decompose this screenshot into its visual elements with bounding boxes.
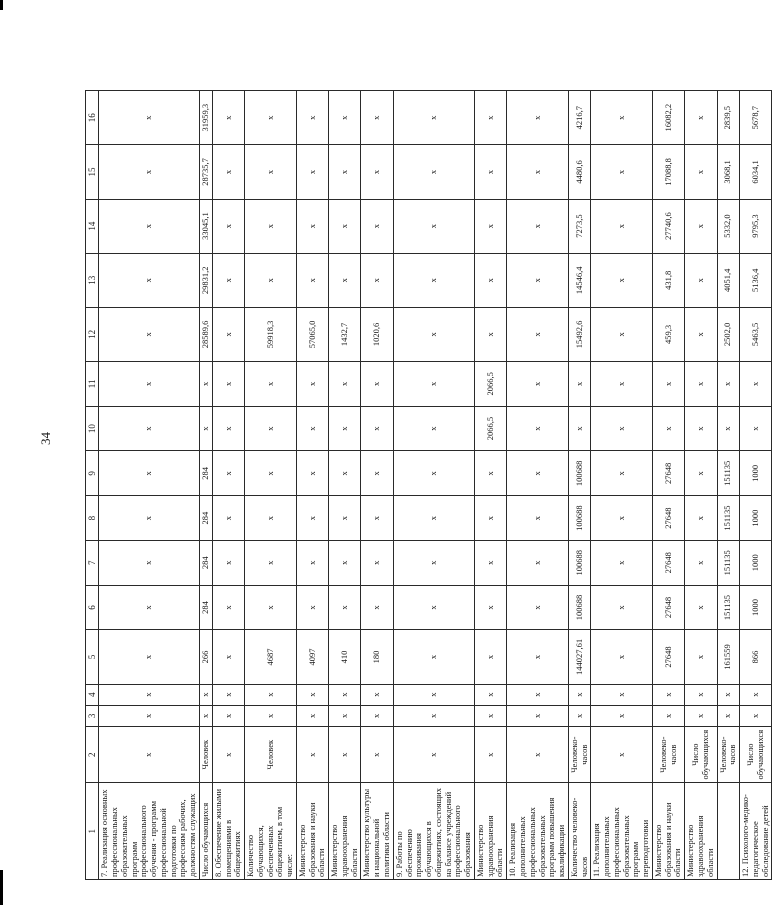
table-cell: 27648: [652, 630, 684, 684]
table-cell: х: [685, 199, 717, 253]
table-cell: х: [99, 91, 200, 145]
table-row: [296, 91, 328, 880]
table-cell: х: [99, 726, 200, 783]
table-cell: х: [393, 496, 474, 541]
table-cell: 4097: [296, 630, 328, 684]
column-number: 15: [86, 145, 99, 199]
table-cell: х: [212, 705, 244, 726]
table-cell: х: [296, 91, 328, 145]
table-cell: х: [99, 307, 200, 361]
table-cell: 28589,6: [200, 307, 213, 361]
table-cell: х: [329, 253, 361, 307]
table-cell: х: [99, 630, 200, 684]
table-cell: Число обучающихся: [685, 726, 717, 783]
column-number: 4: [86, 684, 99, 705]
table-cell: х: [507, 307, 569, 361]
table-cell: 431,8: [652, 253, 684, 307]
table-cell: 4216,7: [568, 91, 591, 145]
table-cell: 59918,3: [245, 307, 297, 361]
table-cell: х: [99, 684, 200, 705]
table-cell: 2839,5: [717, 91, 740, 145]
table-cell: х: [245, 199, 297, 253]
table-cell: х: [652, 684, 684, 705]
table-cell: х: [212, 361, 244, 406]
table-cell: х: [361, 684, 393, 705]
table-cell: х: [740, 361, 772, 406]
table-cell: х: [591, 307, 653, 361]
row-label: 10. Реализация дополнительных профессиональных образовательных программ повышения квалификации: [507, 783, 569, 880]
table-cell: х: [296, 684, 328, 705]
table-cell: х: [474, 496, 506, 541]
table-cell: Человеко-часов: [652, 726, 684, 783]
table-cell: х: [329, 451, 361, 496]
table-cell: х: [329, 684, 361, 705]
table-cell: 1000: [740, 585, 772, 630]
table-cell: х: [200, 684, 213, 705]
table-cell: х: [245, 684, 297, 705]
table-cell: х: [740, 684, 772, 705]
table-cell: 4480,6: [568, 145, 591, 199]
table-cell: х: [474, 684, 506, 705]
table-cell: х: [212, 91, 244, 145]
column-number: 8: [86, 496, 99, 541]
table-cell: 15492,6: [568, 307, 591, 361]
table-cell: х: [329, 145, 361, 199]
table-cell: х: [361, 540, 393, 585]
table-cell: х: [507, 451, 569, 496]
table-cell: 284: [200, 496, 213, 541]
table-cell: х: [99, 496, 200, 541]
page-number: 34: [38, 432, 53, 445]
table-cell: 1020,6: [361, 307, 393, 361]
table-cell: 5463,5: [740, 307, 772, 361]
table-cell: х: [507, 145, 569, 199]
table-cell: х: [296, 540, 328, 585]
table-cell: х: [685, 585, 717, 630]
table-cell: х: [393, 726, 474, 783]
table-cell: х: [361, 361, 393, 406]
row-label: Министерство образования и науки области: [652, 783, 684, 880]
table-cell: 29831,2: [200, 253, 213, 307]
table-cell: х: [212, 145, 244, 199]
table-cell: 5678,7: [740, 91, 772, 145]
table-cell: х: [474, 630, 506, 684]
table-cell: Число обучающихся: [740, 726, 772, 783]
table-cell: х: [361, 199, 393, 253]
table-row: [212, 91, 244, 880]
table-cell: 161559: [717, 630, 740, 684]
table-cell: х: [329, 496, 361, 541]
table-cell: х: [474, 253, 506, 307]
column-number-row: [86, 91, 99, 880]
table-cell: х: [474, 585, 506, 630]
table-cell: х: [507, 630, 569, 684]
table-cell: х: [329, 406, 361, 451]
table-cell: х: [361, 253, 393, 307]
table-cell: х: [361, 726, 393, 783]
table-cell: 100688: [568, 451, 591, 496]
table-cell: х: [474, 540, 506, 585]
table-cell: х: [568, 705, 591, 726]
table-cell: х: [507, 726, 569, 783]
table-cell: 7273,5: [568, 199, 591, 253]
table-cell: х: [361, 91, 393, 145]
table-cell: х: [591, 585, 653, 630]
column-number: 12: [86, 307, 99, 361]
table-cell: х: [245, 406, 297, 451]
table-cell: 284: [200, 451, 213, 496]
table-cell: х: [393, 705, 474, 726]
table-cell: х: [652, 705, 684, 726]
table-cell: 27740,6: [652, 199, 684, 253]
table-cell: х: [329, 585, 361, 630]
table-cell: х: [717, 361, 740, 406]
table-cell: х: [717, 406, 740, 451]
table-cell: х: [329, 705, 361, 726]
table-cell: х: [685, 540, 717, 585]
table-cell: 1000: [740, 540, 772, 585]
table-cell: х: [591, 705, 653, 726]
table-row: [245, 91, 297, 880]
table-cell: 57065,0: [296, 307, 328, 361]
row-label: Число обучающихся: [200, 783, 213, 880]
table-cell: х: [568, 361, 591, 406]
table-cell: 866: [740, 630, 772, 684]
table-cell: х: [685, 361, 717, 406]
table-cell: х: [507, 199, 569, 253]
table-cell: 151135: [717, 585, 740, 630]
table-cell: 27648: [652, 585, 684, 630]
table-cell: х: [296, 705, 328, 726]
table-cell: х: [393, 361, 474, 406]
table-cell: 4687: [245, 630, 297, 684]
table-cell: х: [568, 684, 591, 705]
column-number: 10: [86, 406, 99, 451]
table-row: [99, 91, 200, 880]
table-cell: х: [507, 253, 569, 307]
table-cell: 17088,8: [652, 145, 684, 199]
table-cell: х: [329, 726, 361, 783]
table-cell: 33045,1: [200, 199, 213, 253]
table-cell: х: [507, 540, 569, 585]
table-cell: х: [507, 705, 569, 726]
table-cell: х: [507, 496, 569, 541]
table-cell: х: [591, 253, 653, 307]
table-cell: х: [212, 451, 244, 496]
row-label: Министерство образования и науки области: [296, 783, 328, 880]
table-cell: 28735,7: [200, 145, 213, 199]
table-cell: Человеко-часов: [568, 726, 591, 783]
table-cell: х: [99, 406, 200, 451]
table-cell: х: [245, 496, 297, 541]
table-cell: х: [99, 585, 200, 630]
row-label: Министерство здравоохранения области: [685, 783, 717, 880]
table-row: [652, 91, 684, 880]
table-cell: 144027,61: [568, 630, 591, 684]
table-cell: 6034,1: [740, 145, 772, 199]
table-row: [361, 91, 393, 880]
table-cell: х: [685, 406, 717, 451]
table-cell: 16082,2: [652, 91, 684, 145]
table-cell: х: [685, 705, 717, 726]
table-cell: х: [361, 406, 393, 451]
row-label: 8. Обеспечение жилыми помещениями в общежитиях: [212, 783, 244, 880]
table-cell: 1000: [740, 496, 772, 541]
column-number: 7: [86, 540, 99, 585]
table-cell: х: [296, 585, 328, 630]
table-cell: х: [740, 705, 772, 726]
table-cell: х: [393, 253, 474, 307]
table-cell: 100688: [568, 540, 591, 585]
table-cell: х: [212, 630, 244, 684]
table-cell: х: [296, 361, 328, 406]
column-number: 6: [86, 585, 99, 630]
table-row: [507, 91, 569, 880]
table-cell: х: [474, 307, 506, 361]
row-label: [717, 783, 740, 880]
table-row: [717, 91, 740, 880]
table-cell: х: [212, 585, 244, 630]
table-cell: х: [393, 451, 474, 496]
table-cell: х: [200, 406, 213, 451]
table-cell: х: [212, 726, 244, 783]
table-cell: х: [296, 726, 328, 783]
table-cell: х: [361, 145, 393, 199]
row-label: Количество обучающихся, обеспеченных общежитием, в том числе:: [245, 783, 297, 880]
column-number: 5: [86, 630, 99, 684]
table-cell: х: [393, 199, 474, 253]
table-cell: 284: [200, 540, 213, 585]
table-row: [591, 91, 653, 880]
table-cell: х: [393, 307, 474, 361]
table-cell: х: [685, 451, 717, 496]
table-cell: х: [245, 540, 297, 585]
table-cell: х: [99, 540, 200, 585]
table-cell: 2066,5: [474, 406, 506, 451]
table-cell: х: [507, 684, 569, 705]
column-number: 2: [86, 726, 99, 783]
table-row: [568, 91, 591, 880]
table-cell: х: [329, 361, 361, 406]
table-cell: 100688: [568, 496, 591, 541]
table-cell: х: [591, 361, 653, 406]
table-cell: х: [740, 406, 772, 451]
table-cell: 266: [200, 630, 213, 684]
table-cell: х: [212, 199, 244, 253]
table-cell: х: [329, 540, 361, 585]
table-cell: 1432,7: [329, 307, 361, 361]
table-cell: х: [717, 684, 740, 705]
table-cell: х: [474, 705, 506, 726]
table-row: [393, 91, 474, 880]
table-cell: х: [591, 726, 653, 783]
table-cell: 4051,4: [717, 253, 740, 307]
table-cell: х: [591, 199, 653, 253]
table-row: [200, 91, 213, 880]
table-cell: 410: [329, 630, 361, 684]
table-cell: 27648: [652, 496, 684, 541]
table-cell: х: [393, 540, 474, 585]
column-number: 16: [86, 91, 99, 145]
table-cell: 2502,0: [717, 307, 740, 361]
table-cell: 151135: [717, 540, 740, 585]
row-label: 12. Психолого-медико-педагогическое обследование детей: [740, 783, 772, 880]
table-row: [685, 91, 717, 880]
table-cell: х: [591, 684, 653, 705]
table-cell: х: [591, 630, 653, 684]
row-label: 9. Работы по обеспечению проживания обучающихся в общежитиях, состоящих на балансе учреждений профессионального образования: [393, 783, 474, 880]
column-number: 11: [86, 361, 99, 406]
table-cell: 1000: [740, 451, 772, 496]
table-cell: х: [212, 684, 244, 705]
table-cell: х: [245, 253, 297, 307]
table-cell: х: [591, 451, 653, 496]
table-cell: х: [474, 199, 506, 253]
table-cell: х: [361, 451, 393, 496]
table-cell: х: [212, 540, 244, 585]
table-cell: х: [685, 253, 717, 307]
binding-mark: [0, 0, 3, 10]
table-cell: х: [507, 91, 569, 145]
table-cell: х: [685, 145, 717, 199]
table-cell: х: [296, 451, 328, 496]
table-cell: х: [296, 496, 328, 541]
column-number: 14: [86, 199, 99, 253]
table-cell: х: [507, 585, 569, 630]
row-label: Количество человеко-часов: [568, 783, 591, 880]
table-cell: х: [329, 91, 361, 145]
table-cell: 151135: [717, 496, 740, 541]
table-cell: 151135: [717, 451, 740, 496]
column-number: 13: [86, 253, 99, 307]
row-label: 7. Реализация основных профессиональных образовательных программ профессионального обучения - программ профессиональной подготовки по профессиям рабочих, должностям служащих: [99, 783, 200, 880]
table-cell: х: [329, 199, 361, 253]
table-cell: 31959,3: [200, 91, 213, 145]
table-row: [329, 91, 361, 880]
table-cell: 459,3: [652, 307, 684, 361]
table-cell: х: [652, 361, 684, 406]
table-cell: х: [245, 451, 297, 496]
table-cell: х: [99, 451, 200, 496]
table-cell: х: [99, 199, 200, 253]
table-cell: х: [245, 361, 297, 406]
column-number: 3: [86, 705, 99, 726]
row-label: Министерство культуры и национальной политики области: [361, 783, 393, 880]
table-cell: х: [393, 91, 474, 145]
table-cell: х: [717, 705, 740, 726]
table-cell: х: [474, 145, 506, 199]
table-cell: х: [507, 361, 569, 406]
table-cell: 3068,1: [717, 145, 740, 199]
table-cell: х: [212, 496, 244, 541]
rotated-table-container: [85, 90, 770, 880]
table-cell: х: [296, 253, 328, 307]
table-cell: х: [652, 406, 684, 451]
table-cell: х: [99, 361, 200, 406]
table-cell: х: [212, 307, 244, 361]
table-cell: х: [200, 705, 213, 726]
budget-table: [85, 90, 772, 880]
table-cell: х: [507, 406, 569, 451]
table-cell: 180: [361, 630, 393, 684]
table-cell: х: [591, 540, 653, 585]
table-cell: х: [591, 406, 653, 451]
table-cell: х: [245, 145, 297, 199]
table-cell: х: [685, 307, 717, 361]
table-cell: х: [99, 253, 200, 307]
table-cell: х: [212, 406, 244, 451]
table-cell: х: [393, 406, 474, 451]
table-cell: х: [200, 361, 213, 406]
table-cell: 284: [200, 585, 213, 630]
table-cell: х: [212, 253, 244, 307]
table-cell: х: [296, 199, 328, 253]
table-cell: х: [685, 684, 717, 705]
row-label: Министерство здравоохранения области: [474, 783, 506, 880]
table-cell: х: [474, 91, 506, 145]
table-cell: х: [296, 406, 328, 451]
column-number: 9: [86, 451, 99, 496]
table-cell: х: [361, 705, 393, 726]
column-number: 1: [86, 783, 99, 880]
table-cell: х: [685, 91, 717, 145]
table-cell: х: [685, 630, 717, 684]
table-cell: х: [99, 705, 200, 726]
table-cell: Человек: [200, 726, 213, 783]
table-cell: 5136,4: [740, 253, 772, 307]
table-cell: 27648: [652, 540, 684, 585]
table-cell: х: [591, 145, 653, 199]
table-cell: х: [393, 630, 474, 684]
table-cell: 2066,5: [474, 361, 506, 406]
table-cell: 27648: [652, 451, 684, 496]
table-cell: х: [591, 91, 653, 145]
table-cell: х: [361, 496, 393, 541]
table-cell: х: [99, 145, 200, 199]
table-cell: х: [685, 496, 717, 541]
table-cell: х: [591, 496, 653, 541]
table-cell: х: [361, 585, 393, 630]
table-row: [474, 91, 506, 880]
table-cell: х: [568, 406, 591, 451]
table-cell: х: [393, 585, 474, 630]
table-cell: х: [393, 145, 474, 199]
table-row: [740, 91, 772, 880]
table-cell: х: [245, 585, 297, 630]
table-cell: 14546,4: [568, 253, 591, 307]
table-cell: х: [474, 451, 506, 496]
table-cell: х: [474, 726, 506, 783]
table-cell: х: [296, 145, 328, 199]
table-cell: х: [245, 91, 297, 145]
row-label: 11. Реализация дополнительных профессиональных образовательных программ переподготовки: [591, 783, 653, 880]
table-cell: 5332,0: [717, 199, 740, 253]
table-cell: Человеко-часов: [717, 726, 740, 783]
table-cell: Человек: [245, 726, 297, 783]
binding-mark: [0, 870, 3, 905]
row-label: Министерство здравоохранения области: [329, 783, 361, 880]
table-cell: 100688: [568, 585, 591, 630]
table-cell: 9795,3: [740, 199, 772, 253]
table-cell: х: [245, 705, 297, 726]
table-cell: х: [393, 684, 474, 705]
